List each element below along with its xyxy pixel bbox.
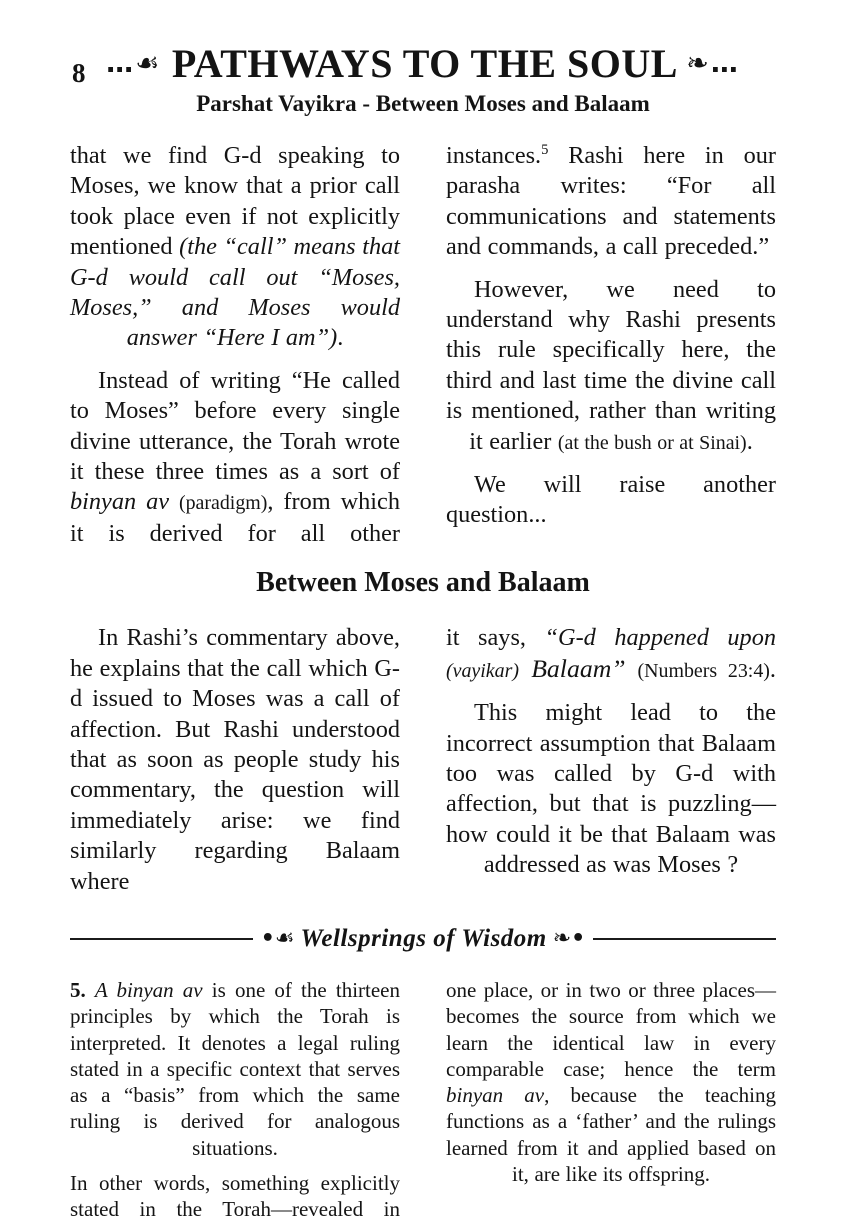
footnote-paragraph: In other words, something explicitly stated in the Torah—revealed in xyxy=(70,1171,400,1222)
section-heading: Between Moses and Balaam xyxy=(256,567,590,599)
paragraph: that we find G-d speaking to Moses, we know that a prior call took place even if not explicitly mentioned (the “call” means that G-d would call out “Moses, Moses,” and Moses would answer “Here I am”). xyxy=(70,142,400,352)
divider-flourish-left-icon: •☙ xyxy=(260,926,295,952)
paragraph: it says, “G-d happened upon (vayikar) Balaam” (Numbers 23:4). xyxy=(446,624,776,683)
footnote-right-column xyxy=(446,977,776,1232)
paragraph: We will raise another question... xyxy=(446,471,776,529)
mid-left-column xyxy=(70,623,400,909)
footnote-paragraph: 5. A binyan av is one of the thirteen principles by which the Torah is interpreted. It denotes a legal ruling stated in a specific context that serves as a “basis” from which the same ruling is derived for analogous situations. xyxy=(70,977,400,1160)
page-number: 8 xyxy=(72,58,86,88)
top-columns xyxy=(70,141,776,561)
paragraph: Instead of writing “He called to Moses” before every single divine utterance, the Torah wrote it these three times as a sort of binyan av (paradigm), from which it is derived for all other xyxy=(70,366,400,547)
divider-label: Wellsprings of Wisdom xyxy=(300,924,547,952)
page-header xyxy=(70,42,776,117)
divider-flourish-right-icon: ❧• xyxy=(552,926,586,952)
flourish-right-icon: ❧… xyxy=(686,48,740,79)
flourish-left-icon: …☙ xyxy=(106,48,162,79)
divider-label-wrap xyxy=(253,925,594,953)
paragraph: This might lead to the incorrect assumption that Balaam too was called by G-d with affection, but that is puzzling—how could it be that Balaam was addressed as was Moses ? xyxy=(446,699,776,879)
footnote-divider xyxy=(70,925,776,953)
divider-line-right xyxy=(593,938,776,940)
footnote-paragraph: one place, or in two or three places—becomes the source from which we learn the identical law in every comparable case; hence the term binyan av, because the teaching functions as a ‘father’ and the rulings learned from it and applied based on it, are like its offspring. xyxy=(446,977,776,1187)
divider-line-left xyxy=(70,938,253,940)
book-title-row xyxy=(70,42,776,86)
paragraph: However, we need to understand why Rashi presents this rule specifically here, the third and last time the divine call is mentioned, rather than writing it earlier (at the bush or at Sinai). xyxy=(446,275,776,455)
top-right-column xyxy=(446,141,776,561)
mid-columns xyxy=(70,623,776,909)
footnote-left-column xyxy=(70,977,400,1232)
mid-right-column xyxy=(446,623,776,909)
top-left-column xyxy=(70,141,400,561)
paragraph: instances.$^5$ Rashi here in our parasha writes: “For all communications and statements and commands, a call preceded.” xyxy=(446,141,776,261)
chapter-subtitle: Parshat Vayikra - Between Moses and Balaam xyxy=(196,91,650,116)
footnote-columns xyxy=(70,977,776,1232)
book-title: PATHWAYS TO THE SOUL xyxy=(171,41,676,86)
paragraph: In Rashi’s commentary above, he explains that the call which G-d issued to Moses was a call of affection. But Rashi understood that as soon as people study his commentary, the question will immediately arise: we find similarly regarding Balaam where xyxy=(70,624,400,895)
